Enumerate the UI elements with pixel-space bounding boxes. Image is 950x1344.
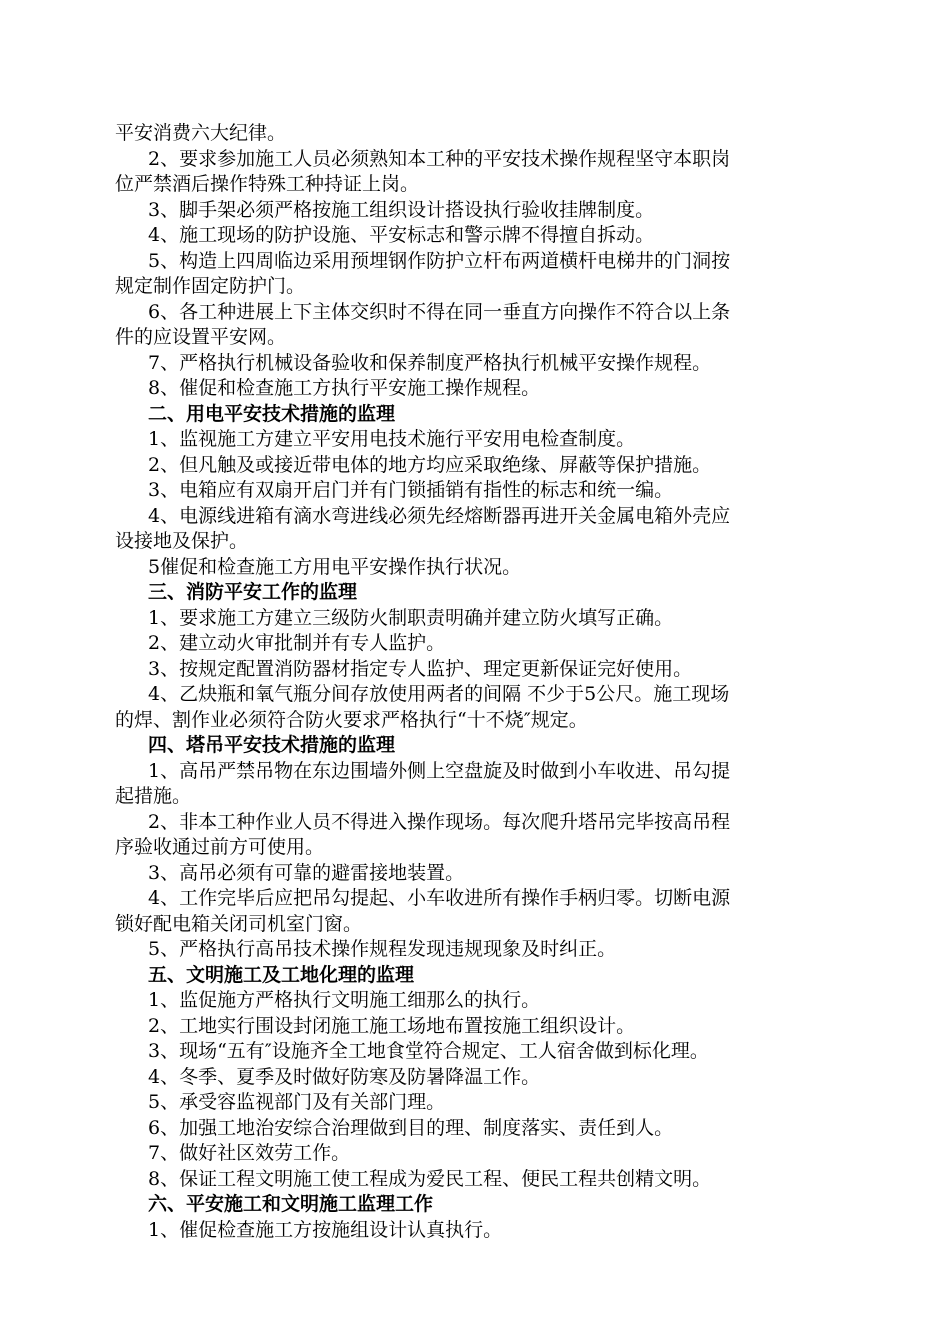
continuation-line: 序验收通过前方可使用。 <box>115 836 325 858</box>
continuation-line: 的焊、割作业必须符合防火要求严格执行“十不烧″规定。 <box>115 708 588 731</box>
paragraph-line: 3、高吊必须有可靠的避雷接地装置。 <box>148 861 465 884</box>
continuation-line: 规定制作固定防护门。 <box>115 275 306 297</box>
section-heading: 三、消防平安工作的监理 <box>148 581 358 603</box>
section-heading: 六、平安施工和文明施工监理工作 <box>148 1193 434 1215</box>
continuation-line: 设接地及保护。 <box>115 530 249 552</box>
paragraph-line: 1、监视施工方建立平安用电技术施行平安用电检查制度。 <box>148 428 636 450</box>
paragraph-line: 1、监促施方严格执行文明施工细那么的执行。 <box>148 989 541 1011</box>
paragraph-line: 1、要求施工方建立三级防火制职责明确并建立防火填写正确。 <box>148 606 674 629</box>
paragraph-line: 5、严格执行高吊技术操作规程发现违规现象及时纠正。 <box>148 938 617 960</box>
paragraph-line: 1、高吊严禁吊物在东边围墙外侧上空盘旋及时做到小车收进、吊勾提 <box>148 759 731 782</box>
paragraph-line: 7、严格执行机械设备验收和保养制度严格执行机械平安操作规程。 <box>148 351 712 374</box>
paragraph-line: 2、但凡触及或接近带电体的地方均应采取绝缘、屏蔽等保护措施。 <box>148 453 712 476</box>
paragraph-line: 2、非本工种作业人员不得进入操作现场。每次爬升塔吊完毕按高吊程 <box>148 810 731 833</box>
paragraph-line: 3、电箱应有双扇开启门并有门锁插销有指性的标志和统一编。 <box>148 479 674 501</box>
paragraph-line: 3、脚手架必须严格按施工组织设计搭设执行验收挂牌制度。 <box>148 198 655 221</box>
paragraph-line: 8、保证工程文明施工使工程成为爱民工程、便民工程共创精文明。 <box>148 1167 712 1190</box>
paragraph-line: 5、构造上四周临边采用预埋钢作防护立杆布两道横杆电梯井的门洞按 <box>148 249 731 272</box>
paragraph-line: 7、做好社区效劳工作。 <box>148 1142 351 1164</box>
continuation-line: 平安消费六大纪律。 <box>115 122 287 144</box>
continuation-line: 件的应设置平安网。 <box>115 326 287 348</box>
paragraph-line: 1、催促检查施工方按施组设计认真执行。 <box>148 1218 503 1241</box>
section-heading: 二、用电平安技术措施的监理 <box>148 402 396 425</box>
document-page <box>115 121 840 1243</box>
paragraph-line: 2、要求参加施工人员必须熟知本工种的平安技术操作规程坚守本职岗 <box>148 147 731 170</box>
section-heading: 四、塔吊平安技术措施的监理 <box>148 734 396 756</box>
paragraph-line: 5催促和检查施工方用电平安操作执行状况。 <box>148 555 522 578</box>
paragraph-line: 4、施工现场的防护设施、平安标志和警示牌不得擅自拆动。 <box>148 224 655 246</box>
section-heading: 五、文明施工及工地化理的监理 <box>148 963 415 986</box>
paragraph-line: 8、催促和检查施工方执行平安施工操作规程。 <box>148 377 541 399</box>
paragraph-line: 5、承受容监视部门及有关部门理。 <box>148 1091 446 1113</box>
continuation-line: 起措施。 <box>115 785 192 807</box>
paragraph-line: 4、工作完毕后应把吊勾提起、小车收进所有操作手柄归零。切断电源 <box>148 887 731 909</box>
paragraph-line: 2、建立动火审批制并有专人监护。 <box>148 632 446 654</box>
continuation-line: 锁好配电箱关闭司机室门窗。 <box>115 912 363 935</box>
paragraph-line: 6、各工种进展上下主体交织时不得在同一垂直方向操作不符合以上条 <box>148 300 731 323</box>
continuation-line: 位严禁酒后操作特殊工种持证上岗。 <box>115 173 420 195</box>
paragraph-line: 3、现场“五有″设施齐全工地食堂符合规定、工人宿舍做到标化理。 <box>148 1040 709 1062</box>
paragraph-line: 6、加强工地治安综合治理做到目的理、制度落实、责任到人。 <box>148 1116 674 1139</box>
paragraph-line: 4、冬季、夏季及时做好防寒及防暑降温工作。 <box>148 1065 541 1088</box>
paragraph-line: 4、乙炔瓶和氧气瓶分间存放使用两者的间隔 不少于5公尺。施工现场 <box>148 683 730 705</box>
paragraph-line: 3、按规定配置消防器材指定专人监护、理定更新保证完好使用。 <box>148 657 693 680</box>
paragraph-line: 2、工地实行围设封闭施工施工场地布置按施工组织设计。 <box>148 1014 636 1037</box>
paragraph-line: 4、电源线进箱有滴水弯进线必须先经熔断器再进开关金属电箱外壳应 <box>148 504 731 527</box>
